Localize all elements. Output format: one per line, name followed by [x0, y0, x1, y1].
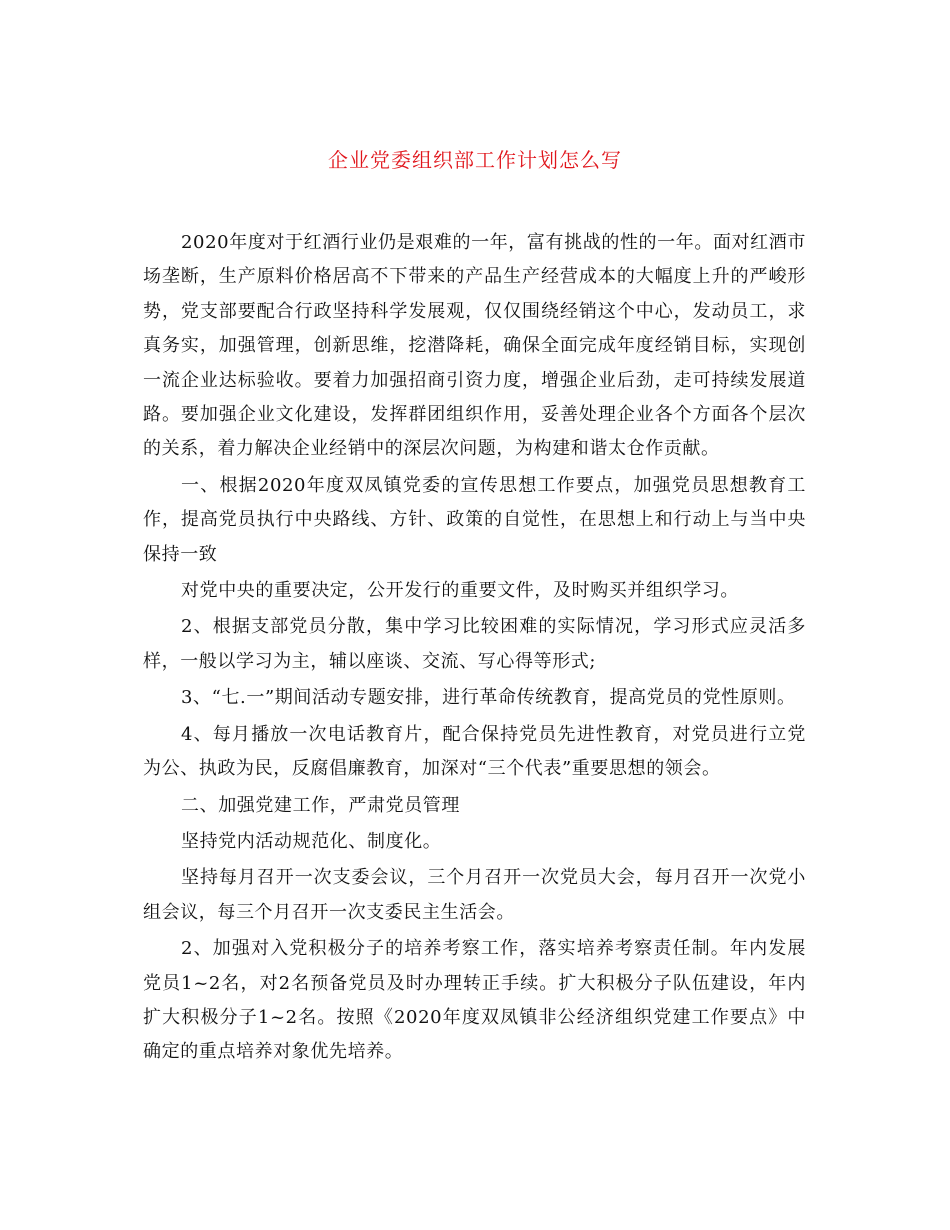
document-body	[143, 226, 806, 1072]
paragraph-section-2-heading: 二、加强党建工作，严肃党员管理	[181, 794, 460, 816]
paragraph-section-1-heading: 一、根据2020年度双凤镇党委的宣传思想工作要点，加强党员思想教育工作，提高党员执行中央路线、方针、政策的自觉性，在思想上和行动上与当中央保持一致	[143, 474, 806, 565]
paragraph-item: 2、根据支部党员分散，集中学习比较困难的实际情况，学习形式应灵活多样，一般以学习为主，辅以座谈、交流、写心得等形式;	[143, 616, 806, 672]
paragraph-item: 坚持每月召开一次支委会议，三个月召开一次党员大会，每月召开一次党小组会议，每三个月召开一次支委民主生活会。	[143, 867, 806, 923]
paragraph-item: 2、加强对入党积极分子的培养考察工作，落实培养考察责任制。年内发展党员1~2名，对2名预备党员及时办理转正手续。扩大积极分子队伍建设，年内扩大积极分子1~2名。按照《2020年度双凤镇非公经济组织党建工作要点》中确定的重点培养对象优先培养。	[143, 938, 806, 1063]
paragraph-intro: 2020年度对于红酒行业仍是艰难的一年，富有挑战的性的一年。面对红酒市场垄断，生产原料价格居高不下带来的产品生产经营成本的大幅度上升的严峻形势，党支部要配合行政坚持科学发展观，仅仅围绕经销这个中心，发动员工，求真务实，加强管理，创新思维，挖潜降耗，确保全面完成年度经销目标，实现创一流企业达标验收。要着力加强招商引资力度，增强企业后劲，走可持续发展道路。要加强企业文化建设，发挥群团组织作用，妥善处理企业各个方面各个层次的关系，着力解决企业经销中的深层次问题，为构建和谐太仓作贡献。	[143, 232, 806, 460]
paragraph-item: 3、“七.一”期间活动专题安排，进行革命传统教育，提高党员的党性原则。	[181, 687, 796, 709]
paragraph-item: 4、每月播放一次电话教育片，配合保持党员先进性教育，对党员进行立党为公、执政为民，反腐倡廉教育，加深对“三个代表”重要思想的领会。	[143, 723, 806, 780]
paragraph-item: 坚持党内活动规范化、制度化。	[181, 830, 442, 852]
document-title: 企业党委组织部工作计划怎么写	[328, 148, 622, 172]
paragraph-item: 对党中央的重要决定，公开发行的重要文件，及时购买并组织学习。	[181, 580, 739, 602]
